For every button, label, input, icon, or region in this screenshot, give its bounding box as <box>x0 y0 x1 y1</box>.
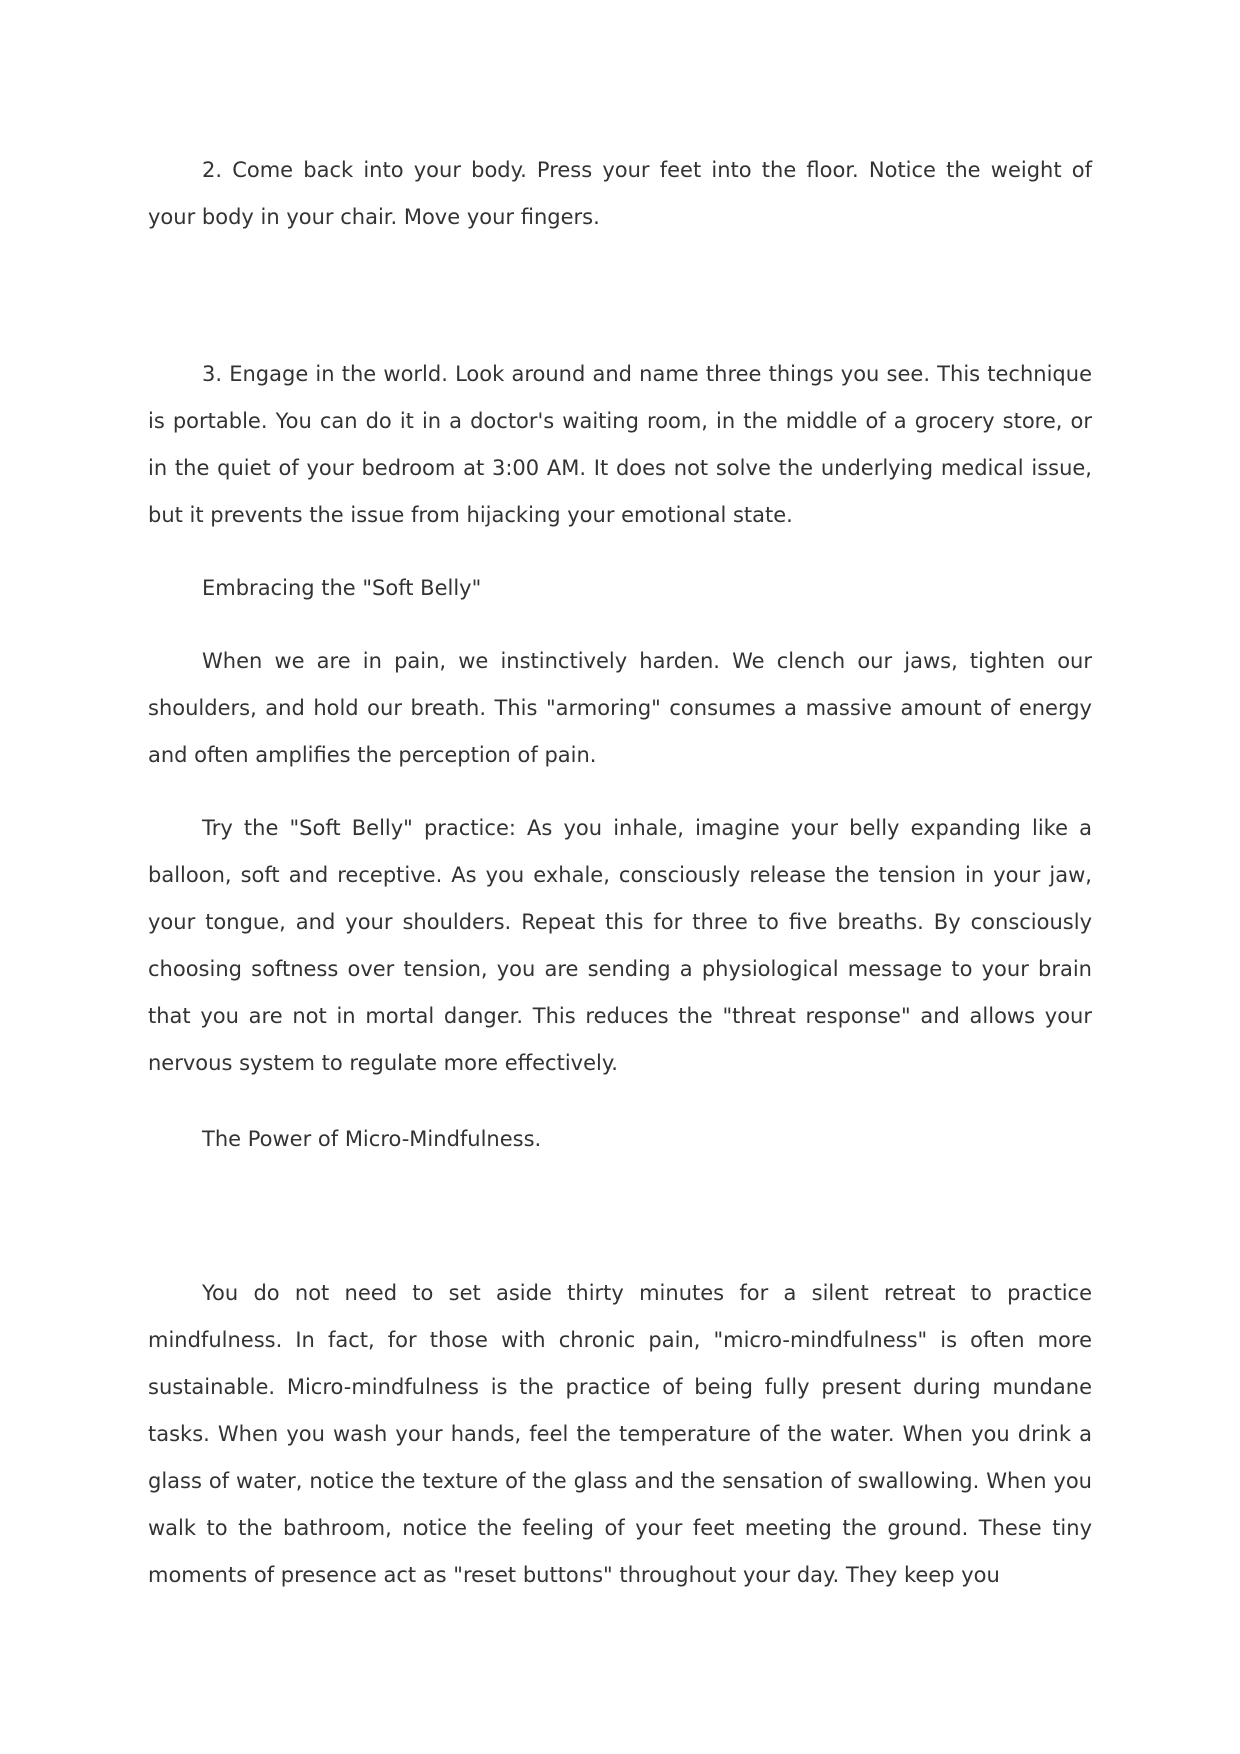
section-heading-micro-mindfulness <box>148 1116 1092 1163</box>
paragraph-come-back-into-body <box>148 147 1092 241</box>
paragraph-engage-in-world <box>148 351 1092 539</box>
paragraph-soft-belly-practice <box>148 805 1092 1087</box>
paragraph-text: Try the "Soft Belly" practice: As you inhale, imagine your belly expanding like a balloon, soft and receptive. As you exhale, consciously release the tension in your jaw, your tongue, and your shoulders. Repeat this for three to five breaths. By consciously choosing softness over tension, you are sending a physiological message to your brain that you are not in mortal danger. This reduces the "threat response" and allows your nervous system to regulate more effectively. <box>148 816 1092 1075</box>
paragraph-text: You do not need to set aside thirty minutes for a silent retreat to practice mindfulness. In fact, for those with chronic pain, "micro-mindfulness" is often more sustainable. Micro-mindfulness is the practice of being fully present during mundane tasks. When you wash your hands, feel the temperature of the water. When you drink a glass of water, notice the texture of the glass and the sensation of swallowing. When you walk to the bathroom, notice the feeling of your feet meeting the ground. These tiny moments of presence act as "reset buttons" throughout your day. They keep you <box>148 1281 1092 1587</box>
paragraph-text: When we are in pain, we instinctively harden. We clench our jaws, tighten our shoulders, and hold our breath. This "armoring" consumes a massive amount of energy and often amplifies the perception of pain. <box>148 649 1092 767</box>
section-heading-text: The Power of Micro-Mindfulness. <box>202 1127 542 1151</box>
paragraph-micro-mindfulness <box>148 1270 1092 1599</box>
section-heading-text: Embracing the "Soft Belly" <box>202 576 482 600</box>
paragraph-pain-hardening <box>148 638 1092 779</box>
paragraph-text: 3. Engage in the world. Look around and name three things you see. This technique is portable. You can do it in a doctor's waiting room, in the middle of a grocery store, or in the quiet of your bedroom at 3:00 AM. It does not solve the underlying medical issue, but it prevents the issue from hijacking your emotional state. <box>148 362 1092 527</box>
section-heading-soft-belly <box>148 565 1092 612</box>
paragraph-text: 2. Come back into your body. Press your feet into the floor. Notice the weight of your body in your chair. Move your fingers. <box>148 158 1092 229</box>
